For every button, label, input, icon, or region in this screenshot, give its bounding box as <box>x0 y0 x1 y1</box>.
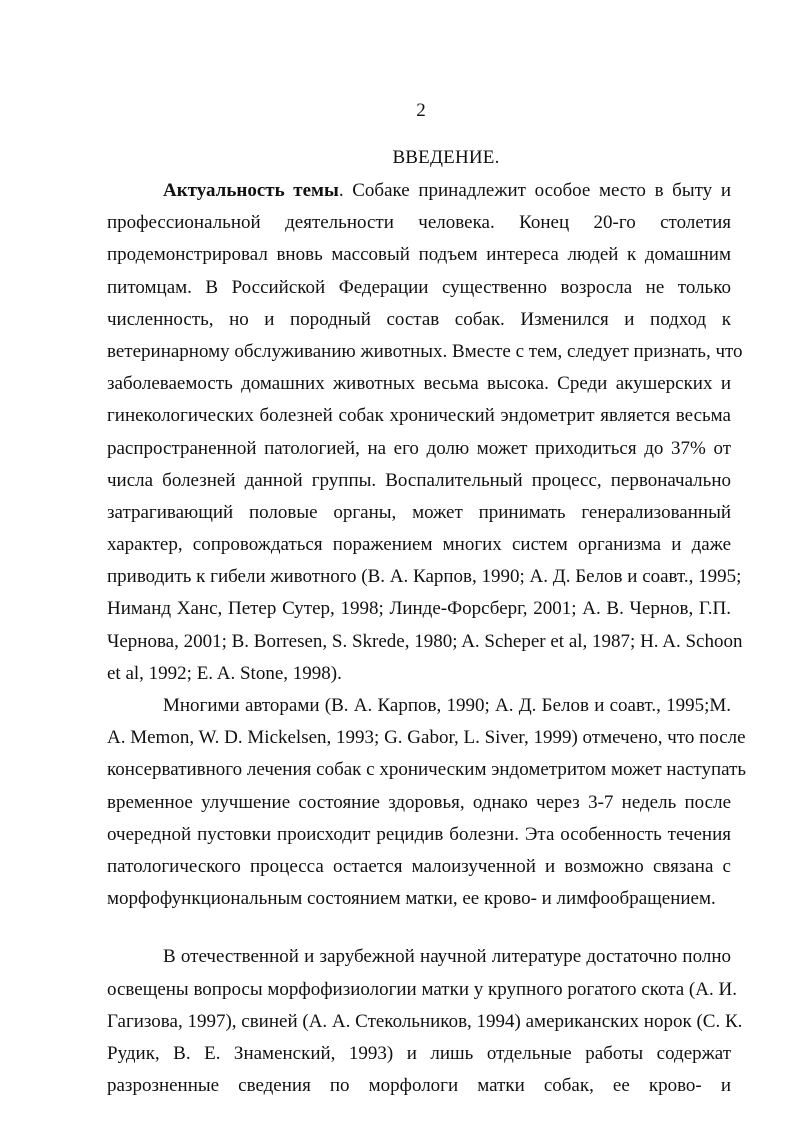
paragraph-line: численность, но и породный состав собак. Изменился и подход к <box>107 308 731 330</box>
paragraph-line: патологического процесса остается малоизученной и возможно связана с <box>107 855 731 877</box>
paragraph-line: распространенной патологией, на его долю может приходиться до 37% от <box>107 437 731 459</box>
paragraph-line: ветеринарному обслуживанию животных. Вместе с тем, следует признать, что <box>107 340 743 362</box>
paragraph-line: освещены вопросы морфофизиологии матки у крупного рогатого скота (А. И. <box>107 978 737 1000</box>
paragraph-line: Многими авторами (В. А. Карпов, 1990; А. Д. Белов и соавт., 1995;М. <box>163 695 731 716</box>
paragraph-line: числа болезней данной группы. Воспалительный процесс, первоначально <box>107 469 731 491</box>
paragraph-line: Гагизова, 1997), свиней (А. А. Стекольников, 1994) американских норок (С. К. <box>107 1010 743 1032</box>
paragraph-line: питомцам. В Российской Федерации существенно возросла не только <box>107 276 731 298</box>
paragraph-line: затрагивающий половые органы, может принимать генерализованный <box>107 501 731 523</box>
paragraph-line: временное улучшение состояние здоровья, однако через 3-7 недель после <box>107 791 731 813</box>
section-heading: ВВЕДЕНИЕ. <box>392 147 500 168</box>
paragraph-line <box>107 175 731 207</box>
paragraph-line: заболеваемость домашних животных весьма высока. Среди акушерских и <box>107 373 731 395</box>
paragraph-line: Чернова, 2001; B. Borresen, S. Skrede, 1980; A. Scheper et al, 1987; H. A. Schoon <box>107 630 743 652</box>
bold-lead-text: Актуальность темы <box>163 180 339 201</box>
paragraph-gap <box>107 915 731 941</box>
paragraph-line: профессиональной деятельности человека. Конец 20-го столетия <box>107 212 731 234</box>
paragraph-line: et al, 1992; E. A. Stone, 1998). <box>107 662 342 684</box>
paragraph-line: морфофункциональным состоянием матки, ее крово- и лимфообращением. <box>107 888 716 910</box>
paragraph-line: В отечественной и зарубежной научной литературе достаточно полно <box>163 946 731 968</box>
paragraph-line: продемонстрировал вновь массовый подъем интереса людей к домашним <box>107 244 731 266</box>
paragraph-line: очередной пустовки происходит рецидив болезни. Эта особенность течения <box>107 823 731 845</box>
paragraph-line: разрозненные сведения по морфологи матки собак, ее крово- и <box>107 1075 731 1097</box>
paragraph-line: приводить к гибели животного (В. А. Карпов, 1990; А. Д. Белов и соавт., 1995; <box>107 566 742 588</box>
paragraph-line: гинекологических болезней собак хронический эндометрит является весьма <box>107 405 731 427</box>
paragraph-text: . Собаке принадлежит особое место в быту и <box>338 180 731 201</box>
paragraph-line: A. Memon, W. D. Mickelsen, 1993; G. Gabor, L. Siver, 1999) отмечено, что после <box>107 727 746 749</box>
paragraph-line: Рудик, В. Е. Знаменский, 1993) и лишь отдельные работы содержат <box>107 1042 731 1064</box>
paragraph-line: Ниманд Ханс, Петер Сутер, 1998; Линде-Форсберг, 2001; А. В. Чернов, Г.П. <box>107 598 731 620</box>
paragraph-line: консервативного лечения собак с хроническим эндометритом может наступать <box>107 759 747 781</box>
document-body <box>107 175 747 1102</box>
paragraph-line: характер, сопровождаться поражением многих систем организма и даже <box>107 534 731 556</box>
page-number: 2 <box>416 100 426 121</box>
